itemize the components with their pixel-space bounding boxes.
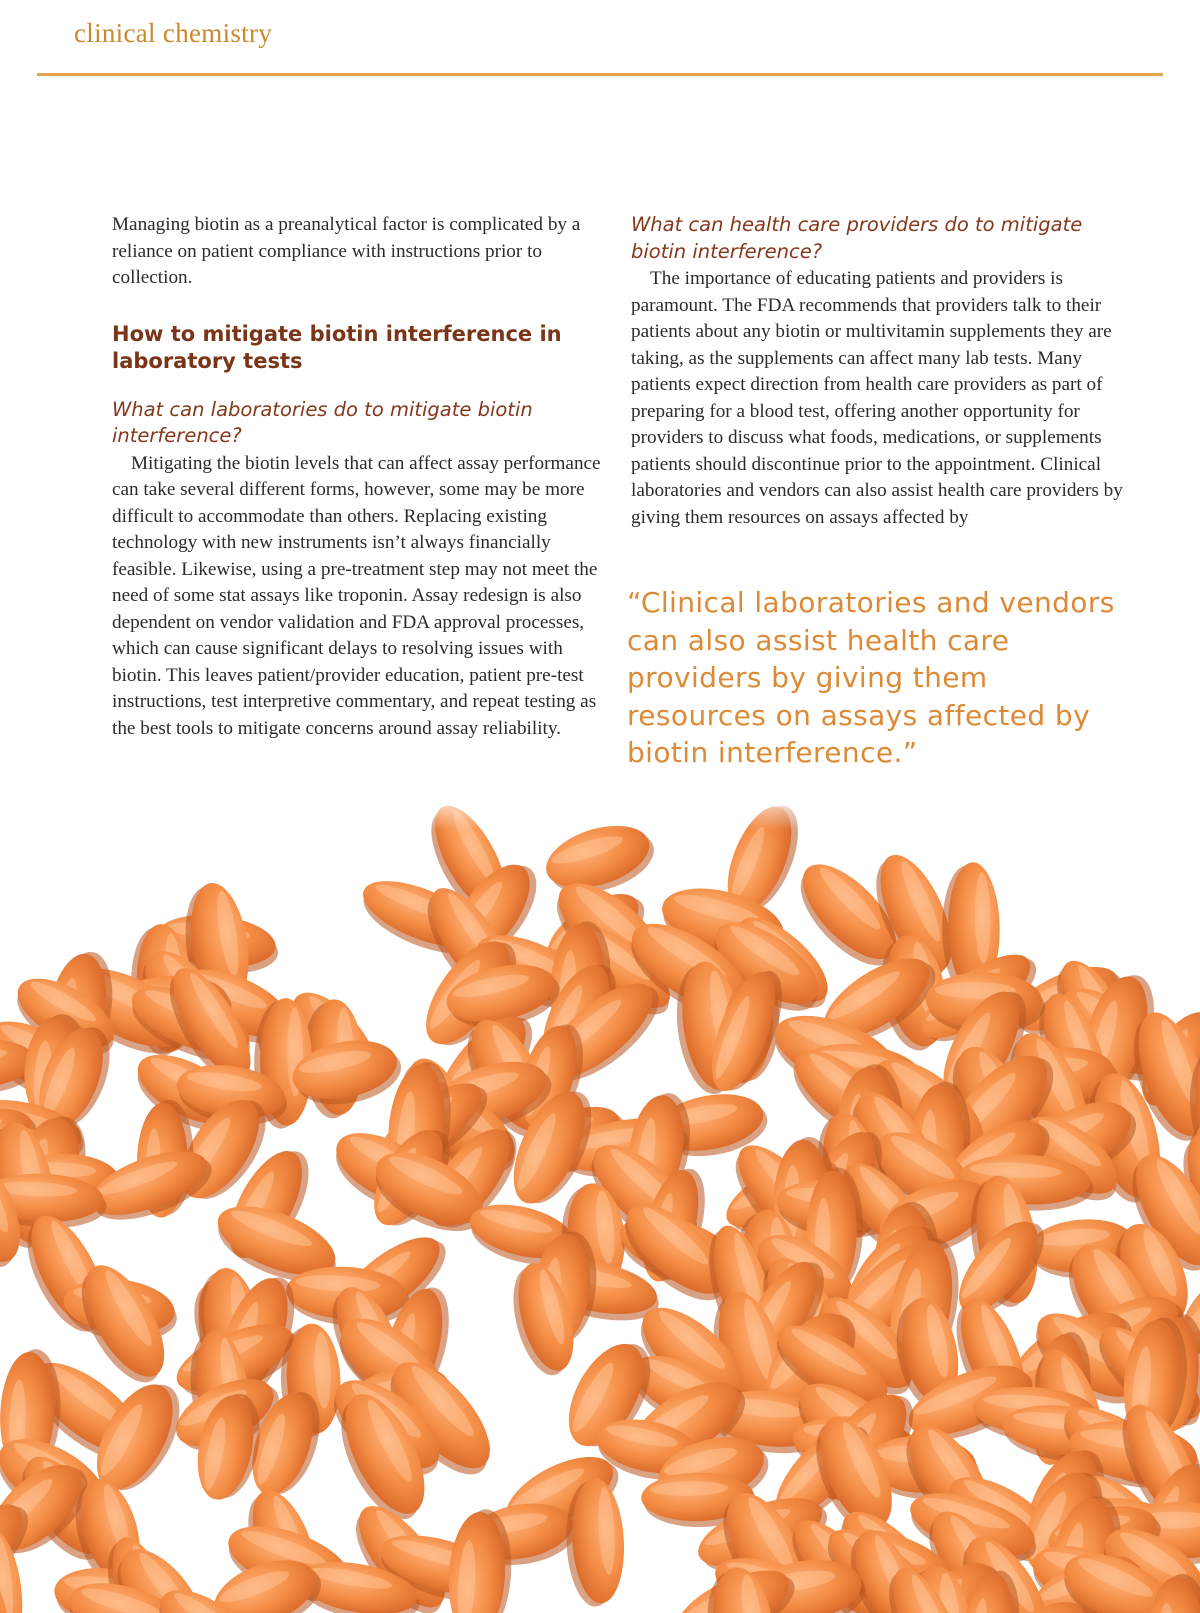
providers-paragraph: The importance of educating patients and providers is paramount. The FDA recommends that providers talk to their patients about any biotin or multivitamin supplements they are taking, as the supplements can affect many lab tests. Many patients expect direction from health care providers as part of preparing for a blood test, offering another opportunity for providers to discuss what foods, medications, or supplements patients should discontinue prior to the appointment. Clinical laboratories and vendors can also assist health care providers by giving them resources on assays affected by bbox=[631, 268, 1123, 528]
section-heading: How to mitigate biotin interference in laboratory tests bbox=[112, 321, 562, 373]
intro-paragraph: Managing biotin as a preanalytical factor is complicated by a reliance on patient compliance with instructions prior to collection. bbox=[112, 214, 581, 288]
providers-subheading: What can health care providers do to mitigate biotin interference? bbox=[631, 213, 1083, 263]
laboratories-paragraph: Mitigating the biotin levels that can affect assay performance can take several different forms, however, some may be more difficult to accommodate than others. Replacing existing technology with new instruments isn’t always financially feasible. Likewise, using a pre-treatment step may not meet the need of some stat assays like troponin. Assay redesign is also dependent on vendor validation and FDA approval processes, which can cause significant delays to resolving issues with biotin. This leaves patient/provider education, patient pre-test instructions, test interpretive commentary, and repeat testing as the best tools to mitigate concerns around assay reliability. bbox=[112, 452, 601, 739]
header-rule bbox=[37, 73, 1163, 76]
left-column bbox=[112, 212, 606, 742]
right-column bbox=[631, 212, 1131, 531]
pull-quote: “Clinical laboratories and vendors can also assist health care providers by giving them resources on assays affected by biotin interference.” bbox=[627, 586, 1115, 769]
laboratories-subheading: What can laboratories do to mitigate biotin interference? bbox=[112, 397, 533, 447]
section-label: clinical chemistry bbox=[74, 18, 273, 48]
orange-pills-photo bbox=[0, 790, 1200, 1613]
